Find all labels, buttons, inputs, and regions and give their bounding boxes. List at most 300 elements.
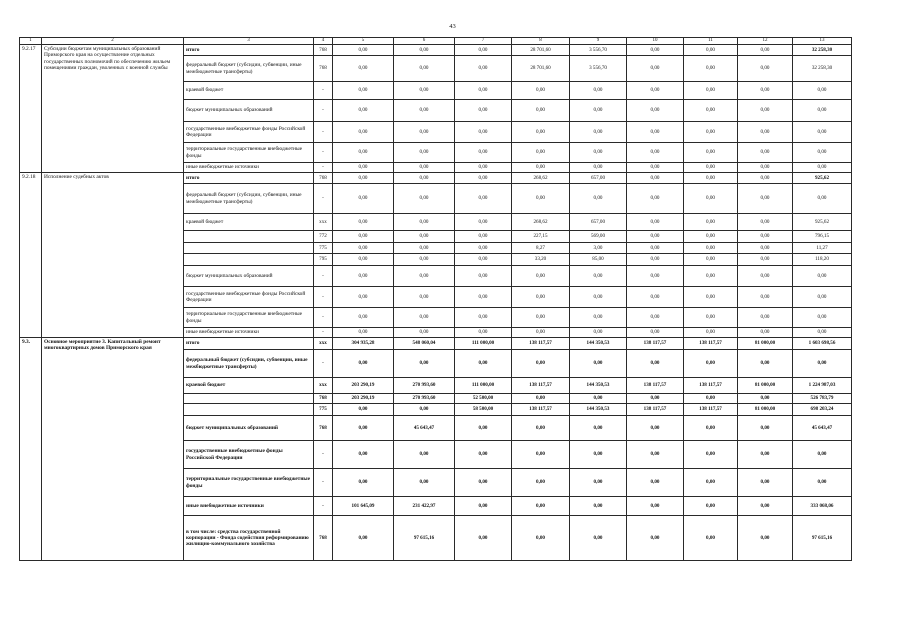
budget-code: - bbox=[314, 122, 333, 143]
item-code: 9.3. bbox=[20, 338, 42, 561]
value-cell: 0,00 bbox=[512, 516, 570, 561]
funding-source: бюджет муниципальных образований bbox=[184, 416, 314, 441]
value-cell: 111 000,00 bbox=[455, 378, 512, 394]
table-row bbox=[20, 173, 852, 184]
value-cell: 268,62 bbox=[512, 173, 570, 184]
value-cell: 0,00 bbox=[627, 350, 684, 378]
value-cell: 0,00 bbox=[684, 184, 738, 214]
value-cell: 0,00 bbox=[570, 184, 627, 214]
funding-source: государственные внебюджетные фонды Российской Федерации bbox=[184, 287, 314, 308]
value-cell: 0,00 bbox=[684, 231, 738, 243]
budget-code: 768 bbox=[314, 45, 333, 56]
value-cell: 0,00 bbox=[627, 163, 684, 173]
funding-source: иные внебюджетные источники bbox=[184, 163, 314, 173]
value-cell: 698 203,24 bbox=[793, 404, 852, 416]
value-cell: 0,00 bbox=[738, 497, 793, 516]
value-cell: 0,00 bbox=[627, 497, 684, 516]
budget-code: 795 bbox=[314, 254, 333, 266]
value-cell: 0,00 bbox=[570, 143, 627, 163]
value-cell: 0,00 bbox=[793, 469, 852, 497]
value-cell: 45 643,47 bbox=[394, 416, 455, 441]
value-cell: 0,00 bbox=[627, 45, 684, 56]
value-cell: 0,00 bbox=[512, 122, 570, 143]
value-cell: 0,00 bbox=[333, 416, 394, 441]
value-cell: 0,00 bbox=[394, 231, 455, 243]
value-cell: 0,00 bbox=[684, 254, 738, 266]
value-cell: 0,00 bbox=[512, 266, 570, 287]
value-cell: 138 117,57 bbox=[627, 404, 684, 416]
value-cell: 0,00 bbox=[333, 56, 394, 82]
value-cell: 0,00 bbox=[455, 45, 512, 56]
value-cell: 0,00 bbox=[512, 184, 570, 214]
value-cell: 0,00 bbox=[512, 469, 570, 497]
value-cell: 0,00 bbox=[333, 100, 394, 122]
funding-source: иные внебюджетные источники bbox=[184, 328, 314, 338]
value-cell: 0,00 bbox=[333, 404, 394, 416]
value-cell: 0,00 bbox=[738, 328, 793, 338]
value-cell: 0,00 bbox=[333, 266, 394, 287]
value-cell: 0,00 bbox=[627, 287, 684, 308]
budget-code: 768 bbox=[314, 173, 333, 184]
value-cell: 0,00 bbox=[738, 45, 793, 56]
item-code: 9.2.18 bbox=[20, 173, 42, 338]
value-cell: 0,00 bbox=[570, 163, 627, 173]
value-cell: 0,00 bbox=[570, 394, 627, 404]
value-cell: 0,00 bbox=[455, 184, 512, 214]
value-cell: 203 290,19 bbox=[333, 378, 394, 394]
value-cell: 333 068,06 bbox=[793, 497, 852, 516]
value-cell: 0,00 bbox=[738, 243, 793, 254]
value-cell: 0,00 bbox=[738, 184, 793, 214]
value-cell: 0,00 bbox=[333, 214, 394, 231]
value-cell: 0,00 bbox=[333, 308, 394, 328]
value-cell: 0,00 bbox=[684, 497, 738, 516]
value-cell: 3,00 bbox=[570, 243, 627, 254]
value-cell: 0,00 bbox=[570, 350, 627, 378]
header-cell: 3 bbox=[184, 38, 314, 45]
value-cell: 0,00 bbox=[684, 173, 738, 184]
value-cell: 0,00 bbox=[793, 287, 852, 308]
value-cell: 0,00 bbox=[627, 100, 684, 122]
value-cell: 0,00 bbox=[570, 469, 627, 497]
value-cell: 0,00 bbox=[627, 143, 684, 163]
value-cell: 0,00 bbox=[455, 497, 512, 516]
value-cell: 0,00 bbox=[570, 266, 627, 287]
value-cell: 0,00 bbox=[394, 308, 455, 328]
value-cell: 1 603 698,56 bbox=[793, 338, 852, 350]
value-cell: 0,00 bbox=[684, 308, 738, 328]
table-row bbox=[20, 45, 852, 56]
budget-code: - bbox=[314, 497, 333, 516]
value-cell: 0,00 bbox=[738, 231, 793, 243]
header-cell: 12 bbox=[738, 38, 793, 45]
value-cell: 0,00 bbox=[394, 122, 455, 143]
value-cell: 796,15 bbox=[793, 231, 852, 243]
funding-source: федеральный бюджет (субсидии, субвенции, иные межбюджетные трансферты) bbox=[184, 350, 314, 378]
value-cell: 0,00 bbox=[512, 350, 570, 378]
funding-source: государственные внебюджетные фонды Российской Федерации bbox=[184, 122, 314, 143]
value-cell: 0,00 bbox=[738, 254, 793, 266]
budget-code: 768 bbox=[314, 416, 333, 441]
value-cell: 0,00 bbox=[570, 497, 627, 516]
value-cell: 0,00 bbox=[627, 184, 684, 214]
value-cell: 45 643,47 bbox=[793, 416, 852, 441]
value-cell: 0,00 bbox=[738, 173, 793, 184]
value-cell: 0,00 bbox=[684, 82, 738, 100]
value-cell: 0,00 bbox=[455, 287, 512, 308]
value-cell: 0,00 bbox=[333, 254, 394, 266]
value-cell: 0,00 bbox=[738, 214, 793, 231]
budget-code: 775 bbox=[314, 404, 333, 416]
value-cell: 0,00 bbox=[394, 163, 455, 173]
header-cell: 10 bbox=[627, 38, 684, 45]
value-cell: 0,00 bbox=[394, 184, 455, 214]
budget-code: 768 bbox=[314, 56, 333, 82]
header-cell: 5 bbox=[333, 38, 394, 45]
value-cell: 0,00 bbox=[455, 469, 512, 497]
value-cell: 0,00 bbox=[333, 328, 394, 338]
value-cell: 32 258,30 bbox=[793, 45, 852, 56]
item-name: Субсидии бюджетам муниципальных образований Приморского края на осуществление отдельных государственных полномочий по обеспечению жильем помещениями граждан, уволенных с военной службы bbox=[42, 45, 184, 173]
value-cell: 138 117,57 bbox=[512, 378, 570, 394]
value-cell: 0,00 bbox=[512, 82, 570, 100]
value-cell: 0,00 bbox=[512, 497, 570, 516]
value-cell: 111 000,00 bbox=[455, 338, 512, 350]
value-cell: 657,00 bbox=[570, 214, 627, 231]
value-cell: 0,00 bbox=[738, 82, 793, 100]
funding-source bbox=[184, 243, 314, 254]
value-cell: 144 350,53 bbox=[570, 404, 627, 416]
value-cell: 0,00 bbox=[684, 328, 738, 338]
value-cell: 0,00 bbox=[512, 308, 570, 328]
budget-code: - bbox=[314, 184, 333, 214]
value-cell: 0,00 bbox=[684, 122, 738, 143]
value-cell: 0,00 bbox=[793, 122, 852, 143]
value-cell: 8,27 bbox=[512, 243, 570, 254]
value-cell: 0,00 bbox=[455, 173, 512, 184]
budget-code: 772 bbox=[314, 231, 333, 243]
value-cell: 0,00 bbox=[738, 441, 793, 469]
value-cell: 0,00 bbox=[333, 231, 394, 243]
value-cell: 0,00 bbox=[333, 441, 394, 469]
value-cell: 0,00 bbox=[333, 143, 394, 163]
value-cell: 270 993,60 bbox=[394, 394, 455, 404]
budget-code: 768 bbox=[314, 394, 333, 404]
funding-source: иные внебюджетные источники bbox=[184, 497, 314, 516]
value-cell: 0,00 bbox=[627, 214, 684, 231]
value-cell: 0,00 bbox=[684, 350, 738, 378]
value-cell: 0,00 bbox=[394, 404, 455, 416]
funding-source: федеральный бюджет (субсидии, субвенции, иные межбюджетные трансферты) bbox=[184, 56, 314, 82]
value-cell: 0,00 bbox=[793, 266, 852, 287]
value-cell: 0,00 bbox=[455, 350, 512, 378]
budget-code: - bbox=[314, 82, 333, 100]
value-cell: 0,00 bbox=[627, 308, 684, 328]
value-cell: 0,00 bbox=[512, 416, 570, 441]
funding-source: государственные внебюджетные фонды Российской Федерации bbox=[184, 441, 314, 469]
value-cell: 526 783,79 bbox=[793, 394, 852, 404]
value-cell: 0,00 bbox=[793, 350, 852, 378]
value-cell: 52 500,00 bbox=[455, 394, 512, 404]
value-cell: 138 117,57 bbox=[684, 378, 738, 394]
value-cell: 138 117,57 bbox=[627, 378, 684, 394]
value-cell: 0,00 bbox=[627, 231, 684, 243]
funding-source: федеральный бюджет (субсидии, субвенции, иные межбюджетные трансферты) bbox=[184, 184, 314, 214]
budget-code: - bbox=[314, 469, 333, 497]
value-cell: 0,00 bbox=[333, 45, 394, 56]
value-cell: 0,00 bbox=[738, 287, 793, 308]
value-cell: 85,00 bbox=[570, 254, 627, 266]
value-cell: 0,00 bbox=[738, 56, 793, 82]
value-cell: 231 422,97 bbox=[394, 497, 455, 516]
value-cell: 0,00 bbox=[512, 441, 570, 469]
value-cell: 0,00 bbox=[394, 100, 455, 122]
value-cell: 0,00 bbox=[512, 163, 570, 173]
value-cell: 0,00 bbox=[394, 56, 455, 82]
value-cell: 3 556,70 bbox=[570, 45, 627, 56]
value-cell: 0,00 bbox=[738, 394, 793, 404]
value-cell: 101 645,09 bbox=[333, 497, 394, 516]
funding-source: территориальные государственные внебюджетные фонды bbox=[184, 469, 314, 497]
value-cell: 0,00 bbox=[455, 163, 512, 173]
table-body bbox=[20, 38, 852, 561]
funding-source: итого bbox=[184, 173, 314, 184]
value-cell: 0,00 bbox=[455, 266, 512, 287]
budget-table bbox=[19, 37, 852, 561]
budget-code: - bbox=[314, 350, 333, 378]
budget-code: - bbox=[314, 308, 333, 328]
value-cell: 0,00 bbox=[738, 416, 793, 441]
value-cell: 0,00 bbox=[333, 516, 394, 561]
value-cell: 81 000,00 bbox=[738, 338, 793, 350]
value-cell: 0,00 bbox=[684, 56, 738, 82]
header-cell: 2 bbox=[42, 38, 184, 45]
value-cell: 0,00 bbox=[455, 122, 512, 143]
value-cell: 32 258,30 bbox=[793, 56, 852, 82]
value-cell: 0,00 bbox=[738, 469, 793, 497]
value-cell: 268,62 bbox=[512, 214, 570, 231]
value-cell: 0,00 bbox=[455, 231, 512, 243]
value-cell: 0,00 bbox=[738, 308, 793, 328]
value-cell: 0,00 bbox=[394, 441, 455, 469]
value-cell: 0,00 bbox=[627, 441, 684, 469]
header-cell: 7 bbox=[455, 38, 512, 45]
budget-code: ххх bbox=[314, 378, 333, 394]
value-cell: 0,00 bbox=[394, 266, 455, 287]
funding-source: территориальные государственные внебюджетные фонды bbox=[184, 308, 314, 328]
value-cell: 0,00 bbox=[627, 56, 684, 82]
budget-code: 775 bbox=[314, 243, 333, 254]
funding-source: в том числе: средства государственной корпорации - Фонда содействия реформированию жилищно-коммунального хозяйства bbox=[184, 516, 314, 561]
value-cell: 118,20 bbox=[793, 254, 852, 266]
funding-source bbox=[184, 394, 314, 404]
value-cell: 0,00 bbox=[455, 308, 512, 328]
budget-code: ххх bbox=[314, 214, 333, 231]
value-cell: 657,00 bbox=[570, 173, 627, 184]
value-cell: 0,00 bbox=[333, 82, 394, 100]
value-cell: 0,00 bbox=[333, 122, 394, 143]
table-row bbox=[20, 338, 852, 350]
value-cell: 0,00 bbox=[512, 328, 570, 338]
value-cell: 0,00 bbox=[627, 254, 684, 266]
value-cell: 0,00 bbox=[627, 82, 684, 100]
value-cell: 81 000,00 bbox=[738, 378, 793, 394]
value-cell: 0,00 bbox=[455, 254, 512, 266]
page-number: 43 bbox=[449, 23, 456, 30]
budget-code: - bbox=[314, 328, 333, 338]
value-cell: 925,62 bbox=[793, 214, 852, 231]
value-cell: 0,00 bbox=[455, 441, 512, 469]
value-cell: 0,00 bbox=[455, 214, 512, 231]
value-cell: 0,00 bbox=[627, 173, 684, 184]
value-cell: 3 556,70 bbox=[570, 56, 627, 82]
funding-source: бюджет муниципальных образований bbox=[184, 100, 314, 122]
value-cell: 0,00 bbox=[684, 45, 738, 56]
header-row bbox=[20, 38, 852, 45]
value-cell: 0,00 bbox=[455, 56, 512, 82]
budget-code: - bbox=[314, 143, 333, 163]
value-cell: 0,00 bbox=[793, 441, 852, 469]
value-cell: 0,00 bbox=[793, 143, 852, 163]
value-cell: 0,00 bbox=[333, 184, 394, 214]
value-cell: 0,00 bbox=[394, 254, 455, 266]
header-cell: 6 bbox=[394, 38, 455, 45]
value-cell: 0,00 bbox=[512, 287, 570, 308]
header-cell: 13 bbox=[793, 38, 852, 45]
header-cell: 1 bbox=[20, 38, 42, 45]
budget-code: ххх bbox=[314, 338, 333, 350]
value-cell: 0,00 bbox=[512, 100, 570, 122]
value-cell: 144 350,53 bbox=[570, 338, 627, 350]
funding-source bbox=[184, 254, 314, 266]
value-cell: 0,00 bbox=[738, 266, 793, 287]
value-cell: 0,00 bbox=[684, 163, 738, 173]
value-cell: 0,00 bbox=[333, 287, 394, 308]
funding-source: краевой бюджет bbox=[184, 214, 314, 231]
budget-code: - bbox=[314, 266, 333, 287]
value-cell: 925,62 bbox=[793, 173, 852, 184]
value-cell: 0,00 bbox=[684, 441, 738, 469]
value-cell: 0,00 bbox=[333, 469, 394, 497]
value-cell: 0,00 bbox=[738, 122, 793, 143]
funding-source: итого bbox=[184, 45, 314, 56]
item-name: Исполнение судебных актов bbox=[42, 173, 184, 338]
value-cell: 203 290,19 bbox=[333, 394, 394, 404]
value-cell: 0,00 bbox=[627, 328, 684, 338]
value-cell: 0,00 bbox=[738, 100, 793, 122]
header-cell: 4 bbox=[314, 38, 333, 45]
value-cell: 0,00 bbox=[627, 416, 684, 441]
funding-source: краевой бюджет bbox=[184, 378, 314, 394]
value-cell: 0,00 bbox=[570, 287, 627, 308]
budget-code: - bbox=[314, 163, 333, 173]
value-cell: 0,00 bbox=[684, 266, 738, 287]
value-cell: 0,00 bbox=[394, 287, 455, 308]
value-cell: 1 224 987,03 bbox=[793, 378, 852, 394]
value-cell: 0,00 bbox=[738, 350, 793, 378]
value-cell: 304 935,28 bbox=[333, 338, 394, 350]
value-cell: 0,00 bbox=[455, 328, 512, 338]
funding-source: итого bbox=[184, 338, 314, 350]
value-cell: 0,00 bbox=[512, 394, 570, 404]
value-cell: 0,00 bbox=[394, 143, 455, 163]
value-cell: 0,00 bbox=[627, 122, 684, 143]
item-name: Основное мероприятие 3. Капитальный ремонт многоквартирных домов Приморского края bbox=[42, 338, 184, 561]
value-cell: 0,00 bbox=[570, 100, 627, 122]
value-cell: 0,00 bbox=[627, 516, 684, 561]
value-cell: 0,00 bbox=[684, 243, 738, 254]
value-cell: 0,00 bbox=[793, 100, 852, 122]
value-cell: 0,00 bbox=[684, 100, 738, 122]
value-cell: 0,00 bbox=[570, 308, 627, 328]
funding-source bbox=[184, 404, 314, 416]
value-cell: 0,00 bbox=[394, 173, 455, 184]
value-cell: 138 117,57 bbox=[684, 404, 738, 416]
funding-source: бюджет муниципальных образований bbox=[184, 266, 314, 287]
value-cell: 0,00 bbox=[394, 350, 455, 378]
value-cell: 0,00 bbox=[512, 143, 570, 163]
value-cell: 0,00 bbox=[570, 416, 627, 441]
value-cell: 0,00 bbox=[455, 243, 512, 254]
value-cell: 0,00 bbox=[793, 308, 852, 328]
value-cell: 0,00 bbox=[333, 173, 394, 184]
value-cell: 97 615,16 bbox=[793, 516, 852, 561]
value-cell: 58 500,00 bbox=[455, 404, 512, 416]
value-cell: 0,00 bbox=[394, 328, 455, 338]
value-cell: 97 615,16 bbox=[394, 516, 455, 561]
value-cell: 0,00 bbox=[793, 163, 852, 173]
value-cell: 0,00 bbox=[394, 214, 455, 231]
value-cell: 0,00 bbox=[738, 516, 793, 561]
value-cell: 0,00 bbox=[455, 82, 512, 100]
value-cell: 227,15 bbox=[512, 231, 570, 243]
value-cell: 28 701,60 bbox=[512, 56, 570, 82]
value-cell: 0,00 bbox=[684, 416, 738, 441]
value-cell: 0,00 bbox=[684, 287, 738, 308]
value-cell: 144 350,53 bbox=[570, 378, 627, 394]
budget-code: - bbox=[314, 287, 333, 308]
value-cell: 0,00 bbox=[570, 328, 627, 338]
funding-source bbox=[184, 231, 314, 243]
value-cell: 0,00 bbox=[455, 100, 512, 122]
value-cell: 138 117,57 bbox=[512, 404, 570, 416]
value-cell: 0,00 bbox=[738, 143, 793, 163]
value-cell: 0,00 bbox=[455, 516, 512, 561]
value-cell: 0,00 bbox=[394, 243, 455, 254]
value-cell: 270 993,60 bbox=[394, 378, 455, 394]
value-cell: 0,00 bbox=[627, 469, 684, 497]
budget-code: - bbox=[314, 100, 333, 122]
value-cell: 0,00 bbox=[570, 82, 627, 100]
value-cell: 0,00 bbox=[570, 122, 627, 143]
value-cell: 0,00 bbox=[793, 184, 852, 214]
value-cell: 0,00 bbox=[394, 469, 455, 497]
item-code: 9.2.17 bbox=[20, 45, 42, 173]
value-cell: 0,00 bbox=[684, 394, 738, 404]
budget-code: 768 bbox=[314, 516, 333, 561]
value-cell: 0,00 bbox=[627, 394, 684, 404]
value-cell: 0,00 bbox=[684, 469, 738, 497]
value-cell: 0,00 bbox=[738, 163, 793, 173]
value-cell: 11,27 bbox=[793, 243, 852, 254]
value-cell: 0,00 bbox=[627, 266, 684, 287]
value-cell: 138 117,57 bbox=[627, 338, 684, 350]
value-cell: 138 117,57 bbox=[684, 338, 738, 350]
value-cell: 33,20 bbox=[512, 254, 570, 266]
header-cell: 9 bbox=[570, 38, 627, 45]
value-cell: 0,00 bbox=[684, 516, 738, 561]
budget-code: - bbox=[314, 441, 333, 469]
